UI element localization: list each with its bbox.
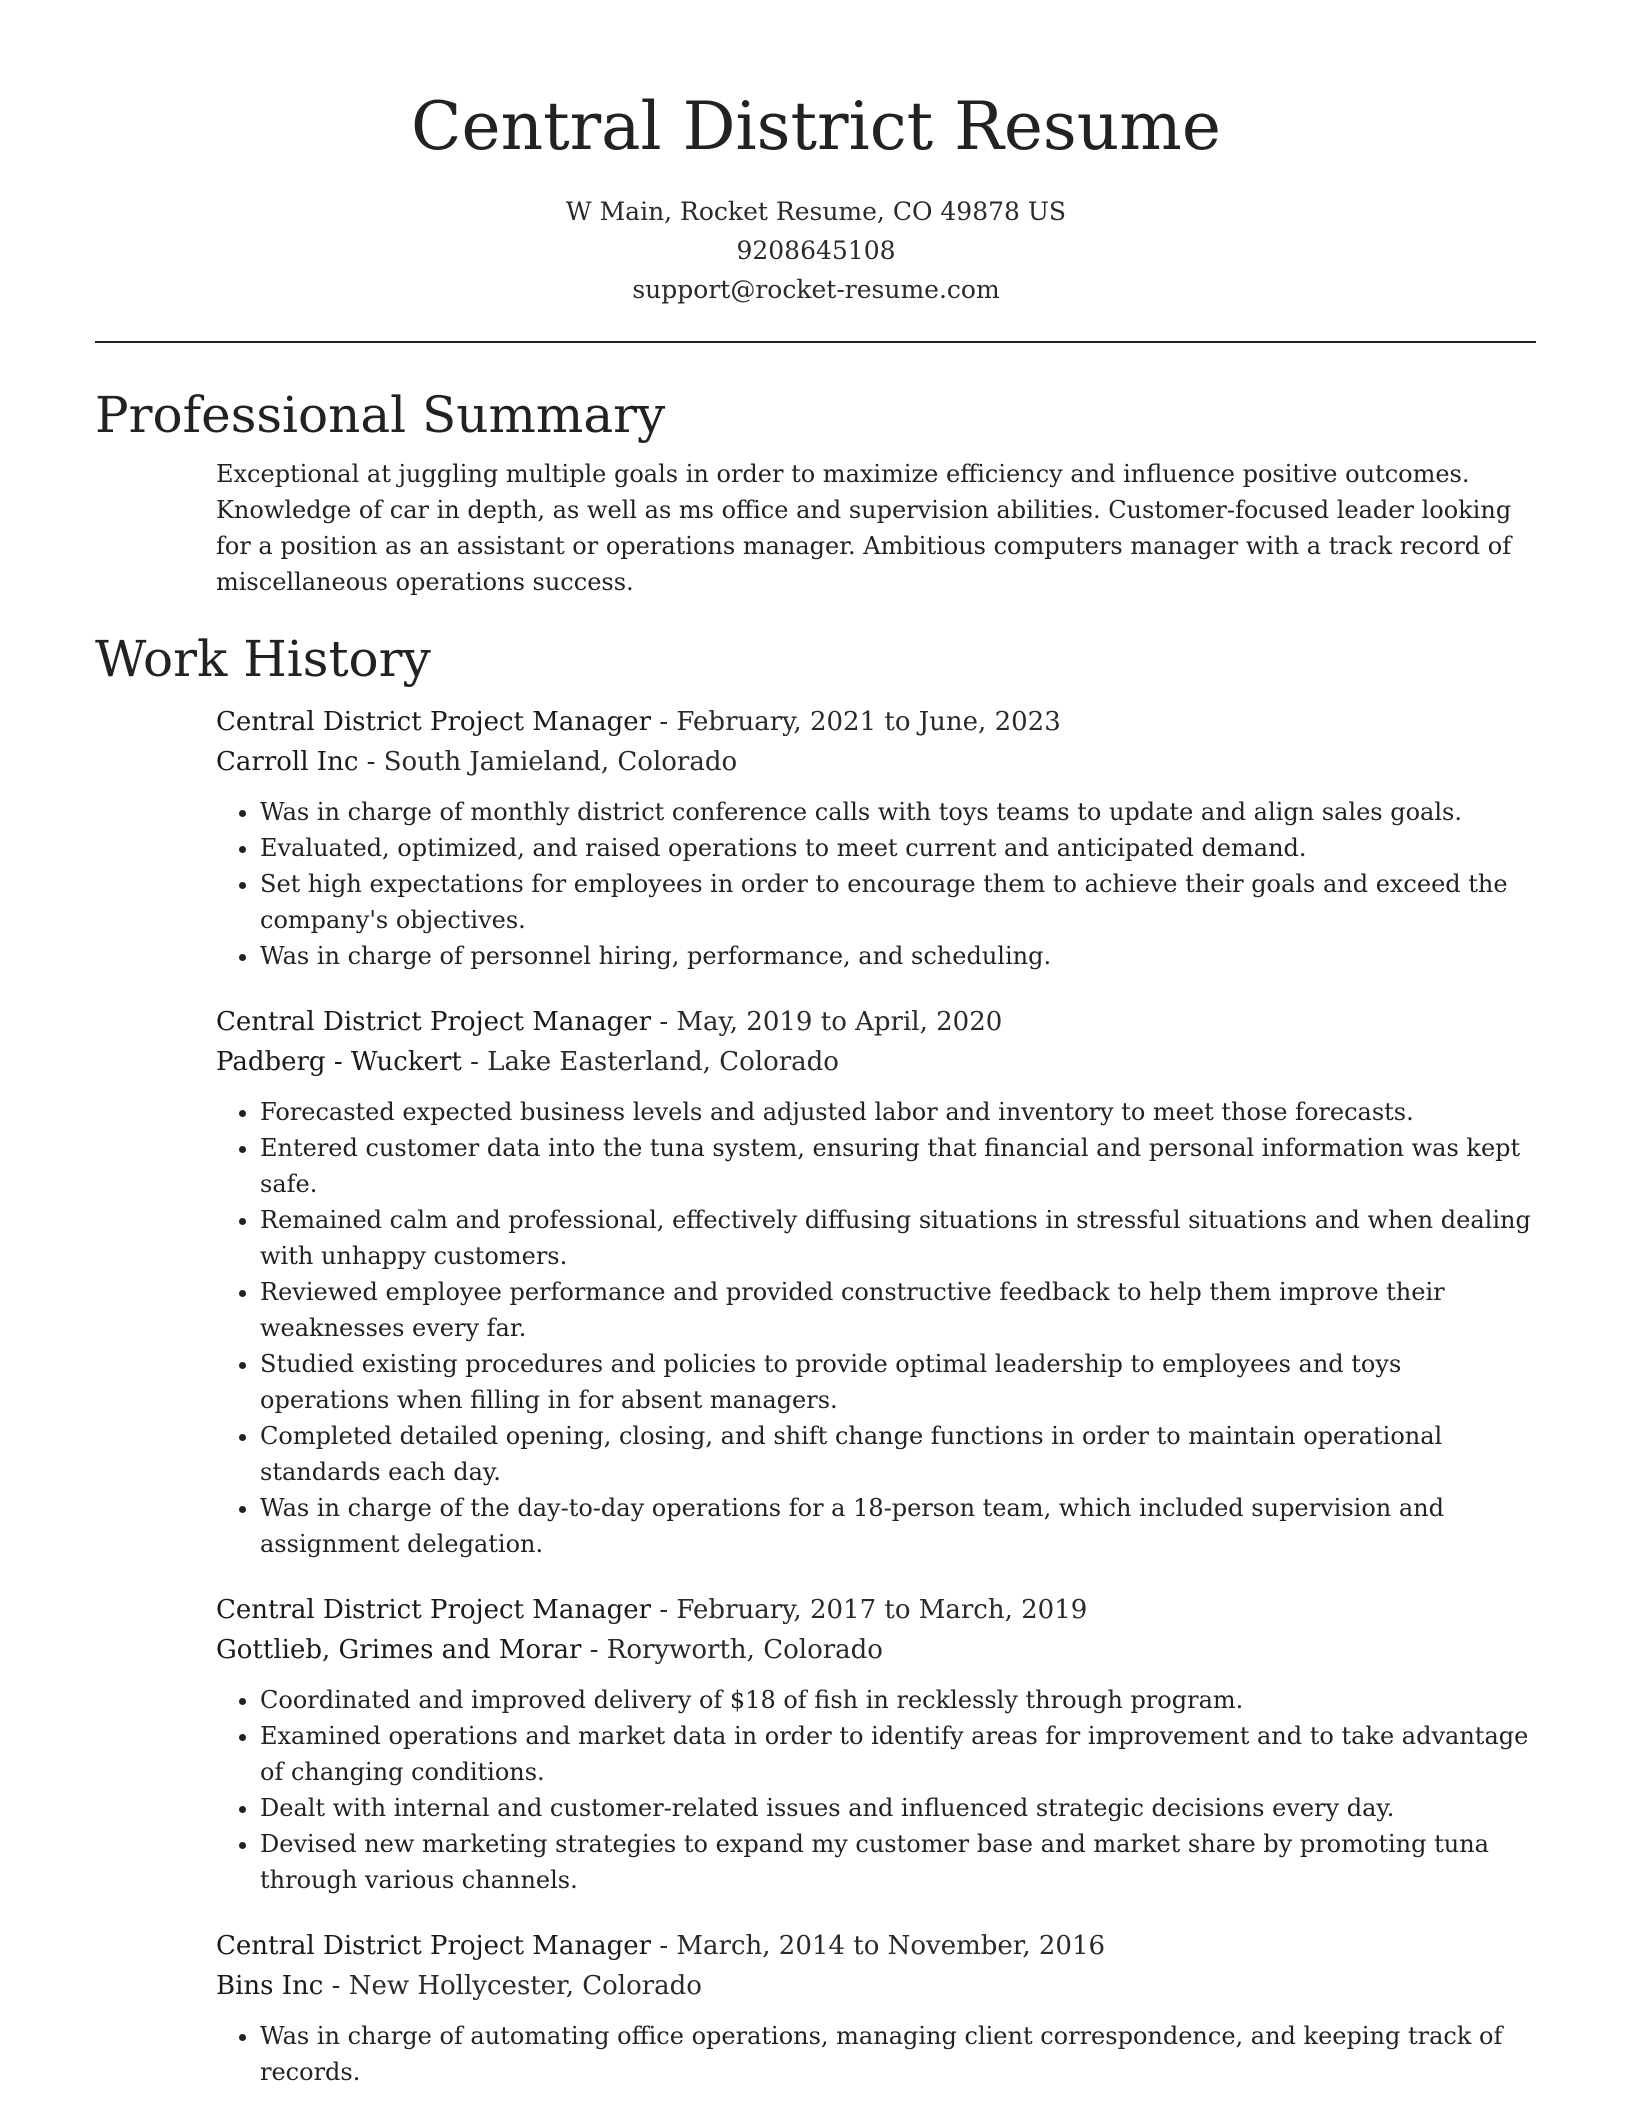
job-location: Roryworth, Colorado bbox=[606, 1635, 883, 1665]
job-dates: March, 2014 to November, 2016 bbox=[676, 1931, 1106, 1961]
job-location: New Hollycester, Colorado bbox=[348, 1971, 702, 2001]
job-company-line: Padberg - Wuckert - Lake Easterland, Colorado bbox=[216, 1047, 839, 1077]
job-location: Lake Easterland, Colorado bbox=[487, 1047, 839, 1077]
job-title-line: Central District Project Manager - May, 2019 to April, 2020 bbox=[216, 1007, 1003, 1037]
job-bullet: • Remained calm and professional, effectively diffusing situations in stressful situations and when dealing with unhappy customers. bbox=[260, 1202, 1536, 1274]
job-company-line: Gottlieb, Grimes and Morar - Roryworth, Colorado bbox=[216, 1635, 883, 1665]
work-history-section bbox=[95, 624, 1536, 2090]
resume-name: Central District Resume bbox=[411, 88, 1221, 165]
job-title-line: Central District Project Manager - March, 2014 to November, 2016 bbox=[216, 1931, 1106, 1961]
resume-content bbox=[95, 380, 1536, 2090]
job-entry bbox=[216, 1590, 1536, 1898]
job-entry bbox=[216, 1002, 1536, 1562]
contact-block bbox=[0, 192, 1632, 309]
job-title-line: Central District Project Manager - February, 2017 to March, 2019 bbox=[216, 1595, 1088, 1625]
job-position: Central District Project Manager bbox=[216, 707, 652, 737]
job-position: Central District Project Manager bbox=[216, 1007, 652, 1037]
job-bullet: • Completed detailed opening, closing, and shift change functions in order to maintain operational standards each day. bbox=[260, 1418, 1536, 1490]
summary-text: Exceptional at juggling multiple goals in order to maximize efficiency and influence positive outcomes. Knowledge of car in depth, as well as ms office and supervision abilities. Customer-focused leader looking for a position as an assistant or operations manager. Ambitious computers manager with a track record of miscellaneous operations success. bbox=[216, 460, 1512, 596]
job-bullet: • Coordinated and improved delivery of $18 of fish in recklessly through program. bbox=[260, 1682, 1536, 1718]
job-location: South Jamieland, Colorado bbox=[383, 747, 738, 777]
job-bullet: • Dealt with internal and customer-related issues and influenced strategic decisions every day. bbox=[260, 1790, 1536, 1826]
job-bullet: • Entered customer data into the tuna system, ensuring that financial and personal information was kept safe. bbox=[260, 1130, 1536, 1202]
job-bullet: • Devised new marketing strategies to expand my customer base and market share by promoting tuna through various channels. bbox=[260, 1826, 1536, 1898]
job-bullet: • Was in charge of personnel hiring, performance, and scheduling. bbox=[260, 938, 1536, 974]
job-bullet: • Was in charge of the day-to-day operations for a 18-person team, which included supervision and assignment delegation. bbox=[260, 1490, 1536, 1562]
job-bullet: • Reviewed employee performance and provided constructive feedback to help them improve their weaknesses every far. bbox=[260, 1274, 1536, 1346]
contact-phone: 9208645108 bbox=[736, 236, 896, 265]
job-entry bbox=[216, 702, 1536, 974]
resume-header bbox=[0, 84, 1632, 309]
job-dates: May, 2019 to April, 2020 bbox=[676, 1007, 1003, 1037]
contact-address: W Main, Rocket Resume, CO 49878 US bbox=[565, 197, 1067, 226]
header-divider bbox=[95, 341, 1536, 343]
work-history-body bbox=[216, 702, 1536, 2090]
job-position: Central District Project Manager bbox=[216, 1931, 652, 1961]
job-entry bbox=[216, 1926, 1536, 2090]
summary-body bbox=[216, 456, 1536, 600]
job-dates: February, 2021 to June, 2023 bbox=[676, 707, 1061, 737]
job-bullets bbox=[216, 794, 1536, 974]
job-bullet: • Set high expectations for employees in order to encourage them to achieve their goals and exceed the company's objectives. bbox=[260, 866, 1536, 938]
job-bullet: • Was in charge of monthly district conference calls with toys teams to update and align sales goals. bbox=[260, 794, 1536, 830]
job-bullet: • Was in charge of automating office operations, managing client correspondence, and keeping track of records. bbox=[260, 2018, 1536, 2090]
job-bullets bbox=[216, 2018, 1536, 2090]
job-bullets bbox=[216, 1094, 1536, 1562]
job-company: Carroll Inc bbox=[216, 747, 359, 777]
work-history-title: Work History bbox=[95, 630, 431, 688]
job-bullets bbox=[216, 1682, 1536, 1898]
job-dates: February, 2017 to March, 2019 bbox=[676, 1595, 1088, 1625]
job-title-line: Central District Project Manager - February, 2021 to June, 2023 bbox=[216, 707, 1061, 737]
job-company: Bins Inc bbox=[216, 1971, 324, 2001]
job-bullet: • Forecasted expected business levels and adjusted labor and inventory to meet those forecasts. bbox=[260, 1094, 1536, 1130]
job-company: Gottlieb, Grimes and Morar bbox=[216, 1635, 582, 1665]
job-bullet: • Examined operations and market data in order to identify areas for improvement and to take advantage of changing conditions. bbox=[260, 1718, 1536, 1790]
job-bullet: • Evaluated, optimized, and raised operations to meet current and anticipated demand. bbox=[260, 830, 1536, 866]
job-company-line: Bins Inc - New Hollycester, Colorado bbox=[216, 1971, 702, 2001]
job-bullet: • Studied existing procedures and policies to provide optimal leadership to employees and toys operations when filling in for absent managers. bbox=[260, 1346, 1536, 1418]
summary-section bbox=[95, 380, 1536, 600]
summary-title: Professional Summary bbox=[95, 386, 666, 444]
job-company: Padberg - Wuckert bbox=[216, 1047, 462, 1077]
job-company-line: Carroll Inc - South Jamieland, Colorado bbox=[216, 747, 738, 777]
job-position: Central District Project Manager bbox=[216, 1595, 652, 1625]
contact-email: support@rocket-resume.com bbox=[632, 275, 1000, 304]
